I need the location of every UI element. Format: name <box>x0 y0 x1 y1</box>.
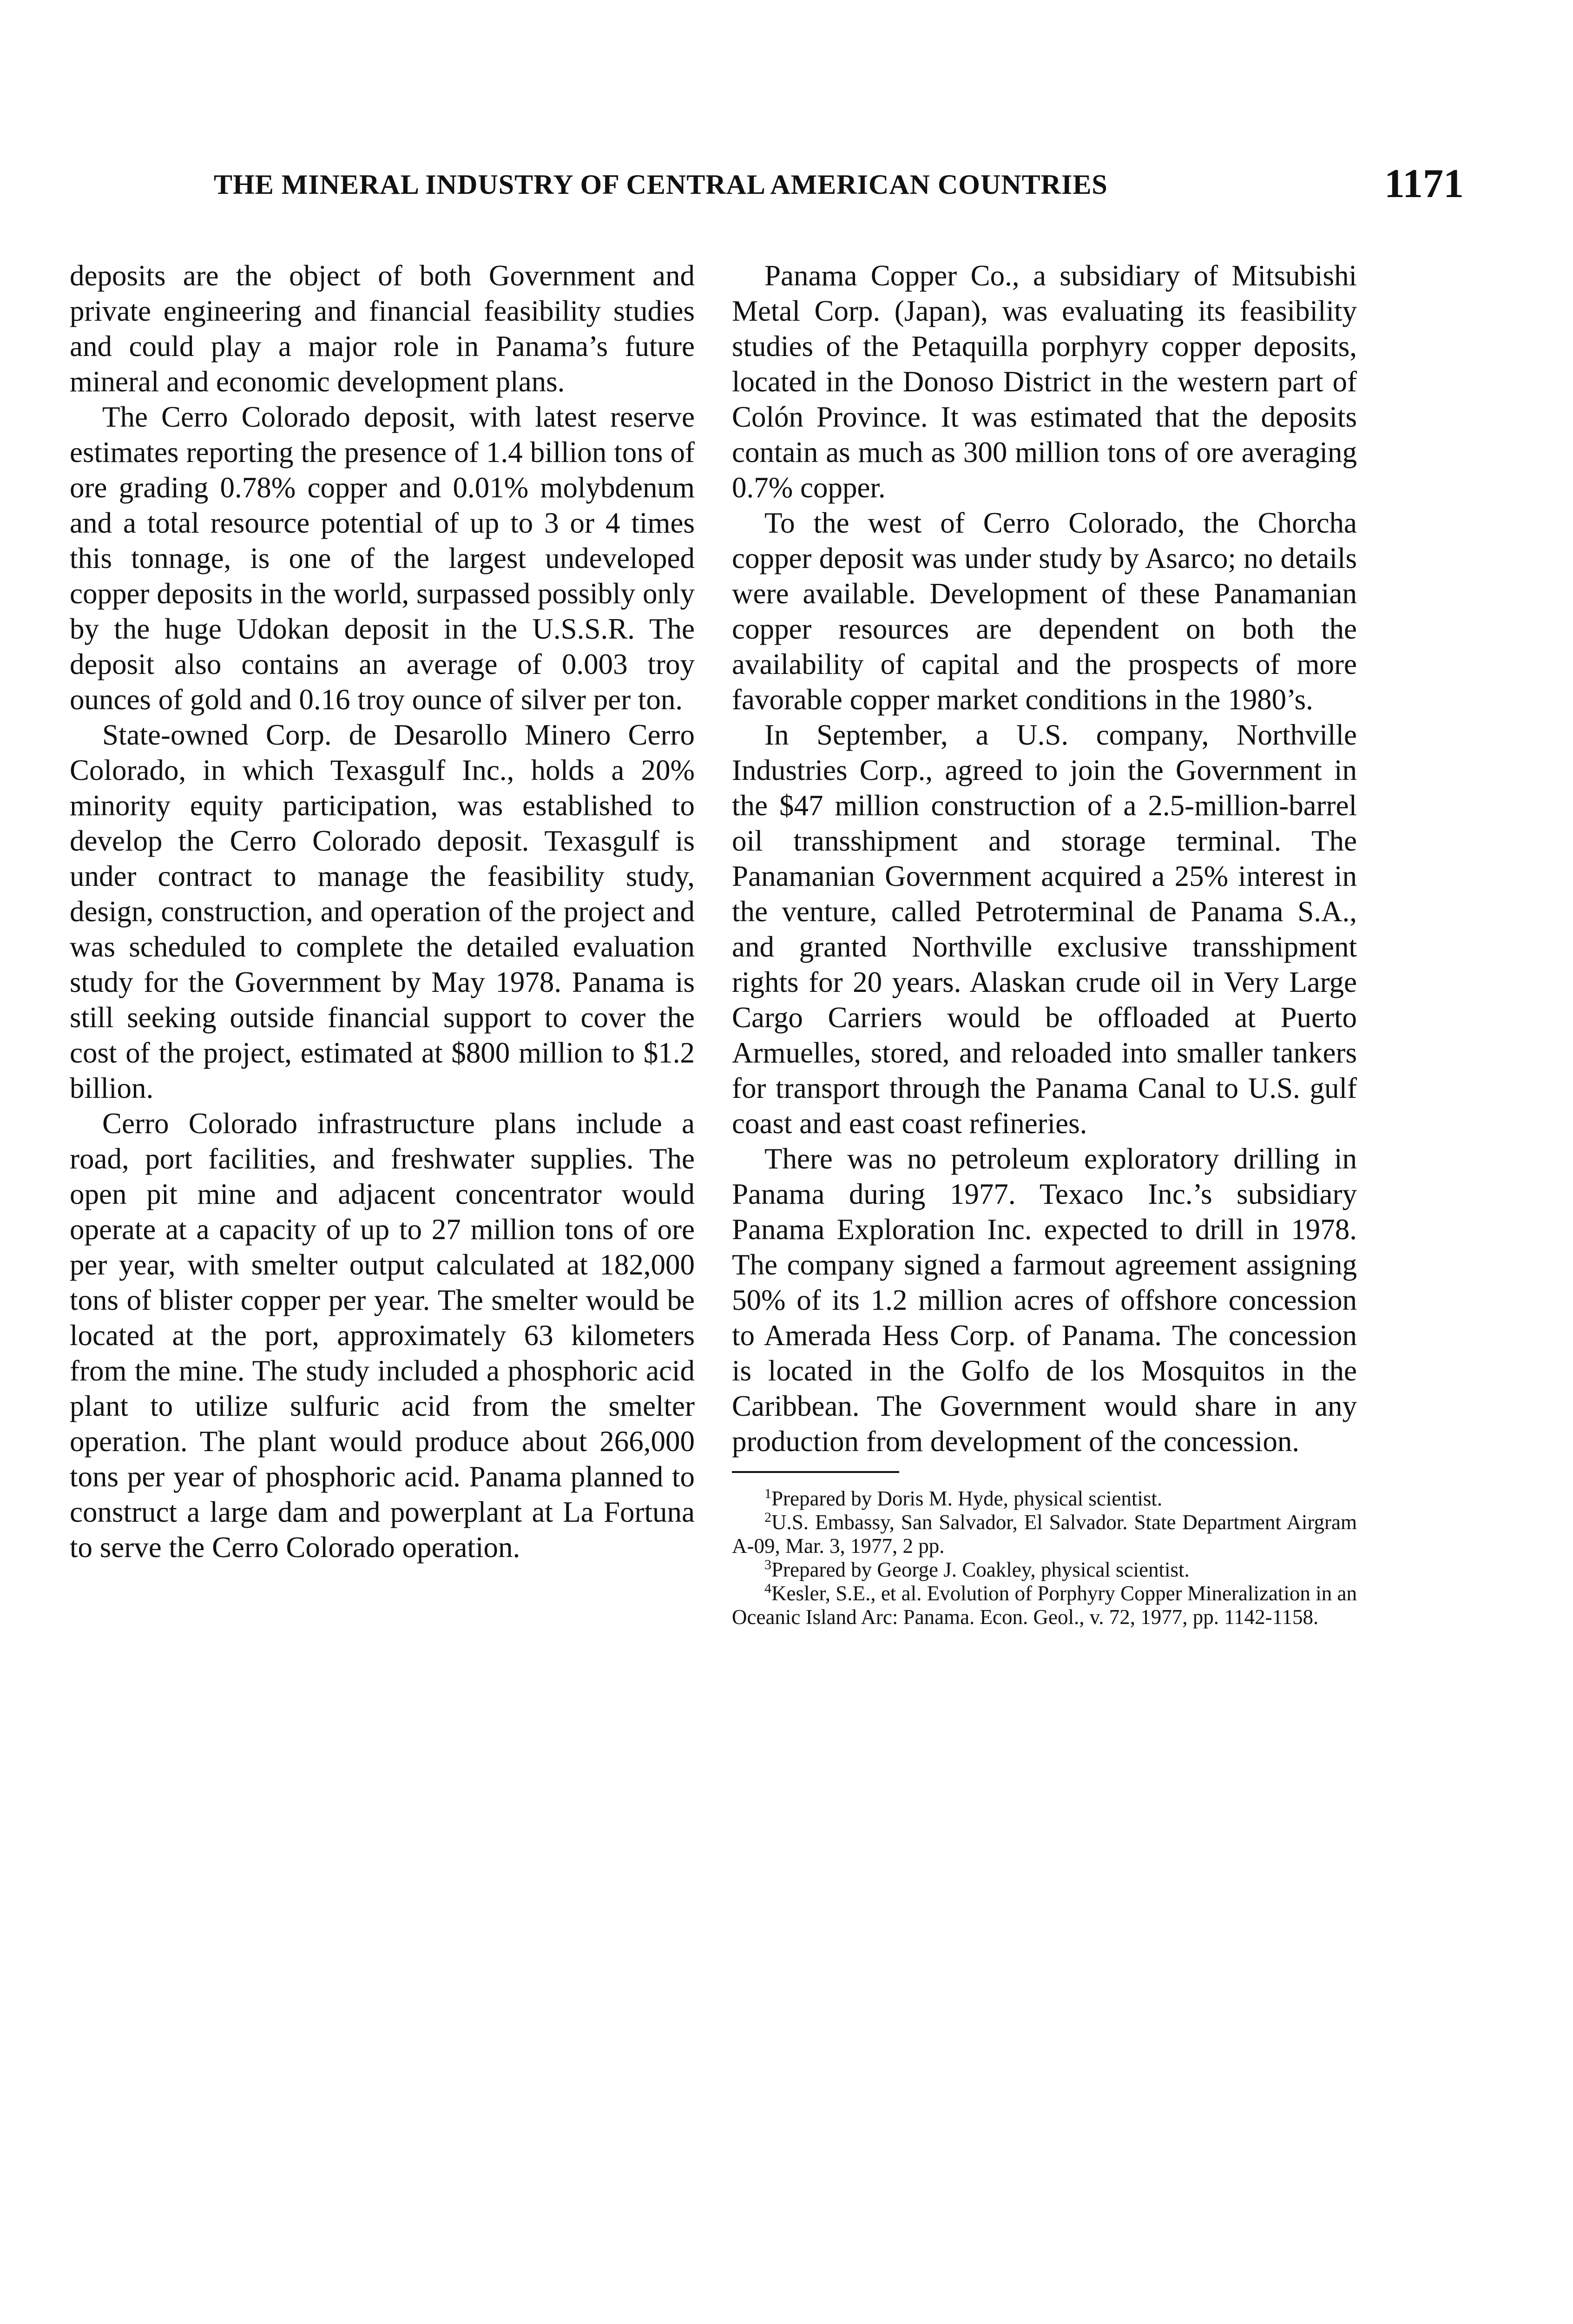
footnote <box>732 1558 1357 1582</box>
page-number: 1171 <box>1384 161 1464 206</box>
left-column <box>70 258 695 1565</box>
paragraph: Cerro Colorado infrastructure plans include a road, port facilities, and freshwater supplies. The open pit mine and adjacent concentrator would operate at a capacity of up to 27 million tons of ore per year, with smelter output calculated at 182,000 tons of blister copper per year. The smelter would be located at the port, approximately 63 kilometers from the mine. The study included a phosphoric acid plant to utilize sulfuric acid from the smelter operation. The plant would produce about 266,000 tons per year of phosphoric acid. Panama planned to construct a large dam and powerplant at La Fortuna to serve the Cerro Colorado operation. <box>70 1107 695 1564</box>
paragraph: There was no petroleum exploratory drilling in Panama during 1977. Texaco Inc.’s subsidiary Panama Exploration Inc. expected to drill in 1978. The company signed a farmout agreement assigning 50% of its 1.2 million acres of offshore concession to Amerada Hess Corp. of Panama. The concession is located in the Golfo de los Mosquitos in the Caribbean. The Government would share in any production from development of the concession. <box>732 1142 1357 1458</box>
running-head <box>70 160 1464 230</box>
footnote-marker: 1 <box>764 1486 771 1501</box>
paragraph: To the west of Cerro Colorado, the Chorcha copper deposit was under study by Asarco; no details were available. Development of these Panamanian copper resources are dependent on both the availability of capital and the prospects of more favorable copper market conditions in the 1980’s. <box>732 507 1357 716</box>
paragraph: State-owned Corp. de Desarollo Minero Cerro Colorado, in which Texasgulf Inc., holds a 20% minority equity participation, was established to develop the Cerro Colorado deposit. Texasgulf is under contract to manage the feasibility study, design, construction, and operation of the project and was scheduled to complete the detailed evaluation study for the Government by May 1978. Panama is still seeking outside financial support to cover the cost of the project, estimated at $800 million to $1.2 billion. <box>70 719 695 1104</box>
footnote-marker: 3 <box>764 1557 771 1572</box>
paragraph: In September, a U.S. company, Northville Industries Corp., agreed to join the Government in the $47 million construction of a 2.5-million-barrel oil transshipment and storage terminal. The Panamanian Government acquired a 25% interest in the venture, called Petroterminal de Panama S.A., and granted Northville exclusive transshipment rights for 20 years. Alaskan crude oil in Very Large Cargo Carriers would be offloaded at Puerto Armuelles, stored, and reloaded into smaller tankers for transport through the Panama Canal to U.S. gulf coast and east coast refineries. <box>732 719 1357 1140</box>
right-column <box>732 258 1357 1629</box>
footnote-marker: 2 <box>764 1510 771 1525</box>
footnote-marker: 4 <box>764 1581 771 1596</box>
paragraph: Panama Copper Co., a subsidiary of Mitsubishi Metal Corp. (Japan), was evaluating its feasibility studies of the Petaquilla porphyry copper deposits, located in the Donoso District in the western part of Colón Province. It was estimated that the deposits contain as much as 300 million tons of ore averaging 0.7% copper. <box>732 259 1357 504</box>
footnote <box>732 1487 1357 1511</box>
running-title: THE MINERAL INDUSTRY OF CENTRAL AMERICAN COUNTRIES <box>214 169 1108 200</box>
footnote-text: Kesler, S.E., et al. Evolution of Porphyry Copper Mineralization in an Oceanic Island Arc: Panama. Econ. Geol., v. 72, 1977, pp. 1142-1158. <box>732 1582 1357 1629</box>
footnote-text: Prepared by Doris M. Hyde, physical scientist. <box>771 1487 1163 1510</box>
footnote <box>732 1582 1357 1629</box>
footnote-text: U.S. Embassy, San Salvador, El Salvador. State Department Airgram A-09, Mar. 3, 1977, 2 pp. <box>732 1511 1357 1558</box>
footnotes <box>732 1487 1357 1629</box>
footnote-text: Prepared by George J. Coakley, physical scientist. <box>771 1558 1190 1581</box>
footnote <box>732 1511 1357 1558</box>
paragraph: deposits are the object of both Government and private engineering and financial feasibility studies and could play a major role in Panama’s future mineral and economic development plans. <box>70 259 695 398</box>
paragraph: The Cerro Colorado deposit, with latest reserve estimates reporting the presence of 1.4 billion tons of ore grading 0.78% copper and 0.01% molybdenum and a total resource potential of up to 3 or 4 times this tonnage, is one of the largest undeveloped copper deposits in the world, surpassed possibly only by the huge Udokan deposit in the U.S.S.R. The deposit also contains an average of 0.003 troy ounces of gold and 0.16 troy ounce of silver per ton. <box>70 401 695 716</box>
footnote-divider <box>732 1471 899 1473</box>
